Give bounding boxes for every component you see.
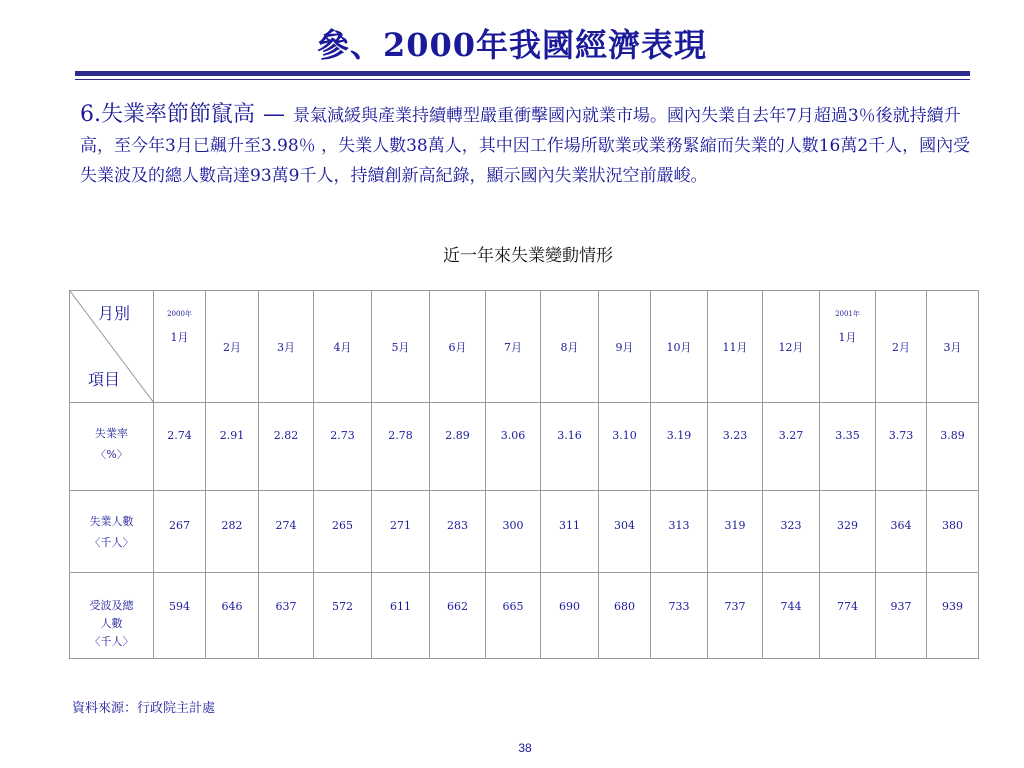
table-cell: 313 — [651, 491, 708, 573]
column-month: 10月 — [666, 341, 692, 354]
table-cell: 3.89 — [927, 403, 979, 491]
column-month: 7月 — [504, 341, 522, 354]
table-cell: 2.74 — [154, 403, 206, 491]
table-cell: 690 — [541, 573, 599, 659]
table-cell: 274 — [259, 491, 314, 573]
table-header-row — [70, 291, 979, 403]
table-cell: 329 — [820, 491, 876, 573]
table-cell: 737 — [708, 573, 763, 659]
column-month: 11月 — [722, 341, 748, 354]
table-cell: 637 — [259, 573, 314, 659]
column-header — [430, 291, 486, 403]
row-label-line: 〈千人〉 — [89, 635, 134, 648]
column-month: 8月 — [560, 341, 579, 354]
row-label-line: 失業人數 — [89, 515, 134, 528]
table-cell: 665 — [486, 573, 541, 659]
column-header — [651, 291, 708, 403]
section-paragraph — [80, 100, 980, 191]
unemployment-table — [69, 290, 979, 659]
column-month: 5月 — [391, 341, 410, 354]
table-cell: 680 — [599, 573, 651, 659]
row-label-line: 〈千人〉 — [89, 536, 134, 549]
column-header — [314, 291, 372, 403]
title-rule-thick — [75, 71, 970, 76]
column-month: 9月 — [615, 341, 634, 354]
table-cell: 2.82 — [259, 403, 314, 491]
column-month: 1月 — [838, 331, 857, 344]
column-header — [820, 291, 876, 403]
table-cell: 3.23 — [708, 403, 763, 491]
table-cell: 3.19 — [651, 403, 708, 491]
table-cell: 572 — [314, 573, 372, 659]
table-cell: 3.35 — [820, 403, 876, 491]
table-cell: 2.78 — [372, 403, 430, 491]
column-header — [708, 291, 763, 403]
column-header — [541, 291, 599, 403]
table-caption: 近一年來失業變動情形 — [443, 246, 613, 266]
column-year: 2000年 — [167, 310, 192, 318]
table-cell: 646 — [206, 573, 259, 659]
title-rule-thin — [75, 79, 970, 80]
table-cell: 774 — [820, 573, 876, 659]
column-header — [372, 291, 430, 403]
table-cell: 3.27 — [763, 403, 820, 491]
corner-month-label: 月別 — [98, 304, 131, 323]
table-row-unemployed-count — [70, 491, 979, 573]
row-label — [70, 491, 154, 573]
table-cell: 937 — [876, 573, 927, 659]
row-label-line: 受波及總 — [89, 599, 134, 612]
column-month: 1月 — [170, 331, 189, 344]
table-cell: 265 — [314, 491, 372, 573]
table-cell: 3.73 — [876, 403, 927, 491]
table-corner-cell — [70, 291, 154, 403]
row-label-line: 〈%〉 — [95, 448, 128, 461]
table-cell: 267 — [154, 491, 206, 573]
section-text: 景氣減緩與產業持續轉型嚴重衝擊國內就業市場。國內失業自去年7月超過3％後就持續升高，至今年3月已飆升至3.98％ ，失業人數38萬人，其中因工作場所歇業或業務緊縮而失業的人數16萬2千人，國內受失業波及的總人數高達93萬9千人，持續創新高紀錄，顯示國內失業狀況空前嚴峻。 — [80, 106, 971, 186]
column-header — [599, 291, 651, 403]
column-header — [876, 291, 927, 403]
column-header — [486, 291, 541, 403]
table-cell: 380 — [927, 491, 979, 573]
table-cell: 3.06 — [486, 403, 541, 491]
section-dash: — — [263, 102, 285, 127]
table-cell: 3.16 — [541, 403, 599, 491]
table-cell: 319 — [708, 491, 763, 573]
corner-item-label: 項目 — [88, 370, 121, 389]
column-month: 6月 — [448, 341, 467, 354]
table-cell: 364 — [876, 491, 927, 573]
page-title: 參、2000年我國經濟表現 — [316, 26, 708, 64]
row-label — [70, 403, 154, 491]
table-cell: 611 — [372, 573, 430, 659]
table-cell: 282 — [206, 491, 259, 573]
table-cell: 323 — [763, 491, 820, 573]
table-cell: 300 — [486, 491, 541, 573]
table-cell: 2.89 — [430, 403, 486, 491]
row-label — [70, 573, 154, 659]
source-note: 資料來源：行政院主計處 — [72, 701, 216, 716]
column-header — [154, 291, 206, 403]
table-cell: 733 — [651, 573, 708, 659]
column-month: 2月 — [892, 341, 910, 354]
table-cell: 3.10 — [599, 403, 651, 491]
table-cell: 744 — [763, 573, 820, 659]
table-cell: 939 — [927, 573, 979, 659]
table-cell: 2.73 — [314, 403, 372, 491]
column-header — [927, 291, 979, 403]
column-month: 4月 — [333, 341, 352, 354]
table-cell: 662 — [430, 573, 486, 659]
table-cell: 594 — [154, 573, 206, 659]
column-header — [763, 291, 820, 403]
column-header — [206, 291, 259, 403]
column-month: 2月 — [223, 341, 241, 354]
column-month: 12月 — [778, 341, 804, 354]
table-row-unemployment-rate — [70, 403, 979, 491]
table-cell: 2.91 — [206, 403, 259, 491]
table-cell: 283 — [430, 491, 486, 573]
column-month: 3月 — [277, 341, 295, 354]
column-month: 3月 — [943, 341, 962, 354]
row-label-line: 失業率 — [95, 427, 128, 440]
row-label-line: 人數 — [100, 617, 123, 630]
column-header — [259, 291, 314, 403]
column-year: 2001年 — [835, 310, 860, 318]
page-number: 38 — [518, 741, 532, 755]
table-cell: 304 — [599, 491, 651, 573]
table-cell: 271 — [372, 491, 430, 573]
table-row-affected-total — [70, 573, 979, 659]
section-heading: 6.失業率節節竄高 — [80, 102, 255, 127]
table-cell: 311 — [541, 491, 599, 573]
